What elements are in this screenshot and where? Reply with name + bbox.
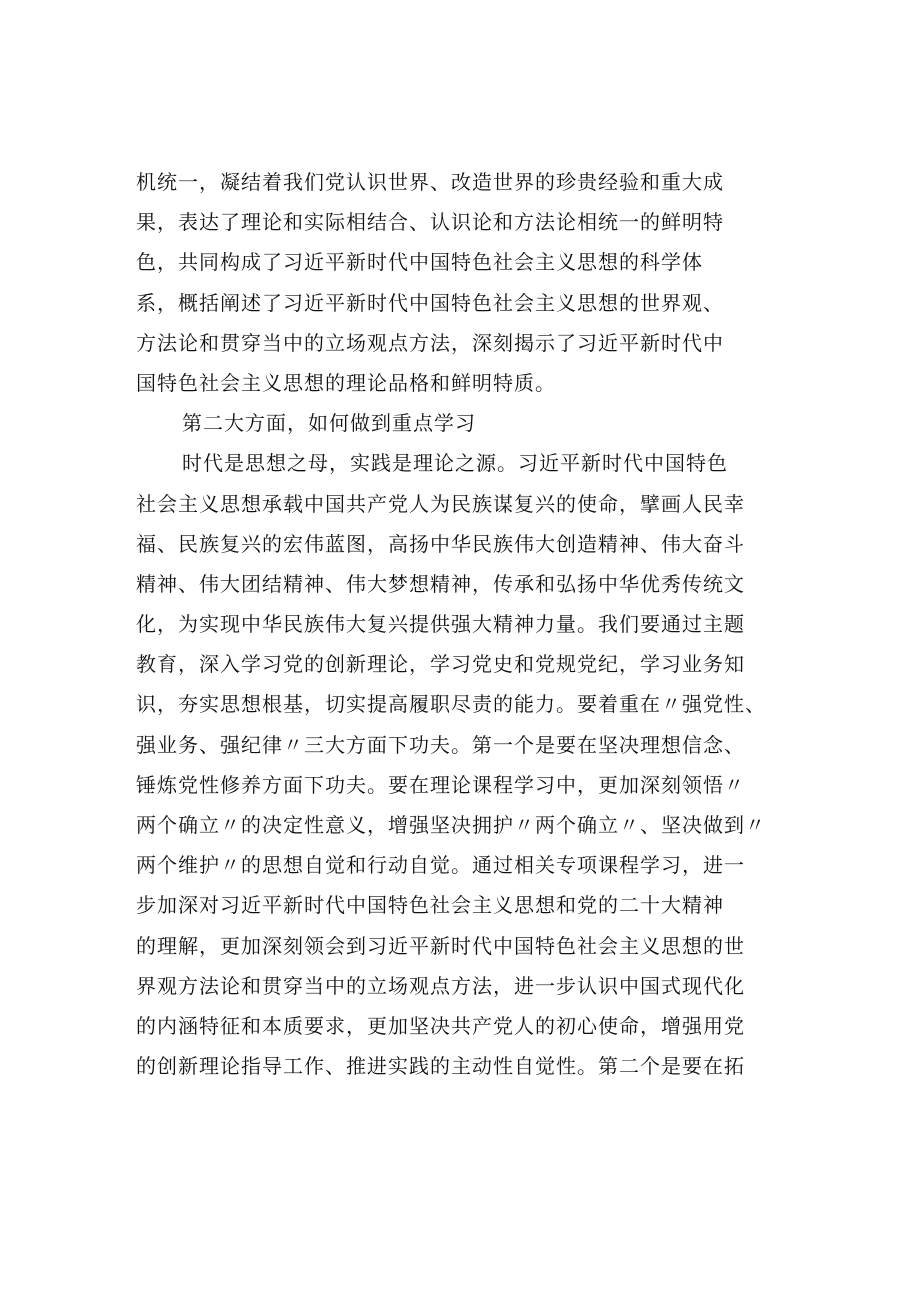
text-line: 果，表达了理论和实际相结合、认识论和方法论相统一的鲜明特	[136, 210, 724, 235]
text-line: 的内涵特征和本质要求，更加坚决共产党人的初心使命，增强用党	[136, 1013, 745, 1038]
text-line: 的创新理论指导工作、推进实践的主动性自觉性。第二个是要在拓	[136, 1054, 745, 1079]
text-line: 福、民族复兴的宏伟蓝图，高扬中华民族伟大创造精神、伟大奋斗	[136, 531, 745, 556]
text-line: 方法论和贯穿当中的立场观点方法，深刻揭示了习近平新时代中	[136, 330, 724, 355]
text-line: 社会主义思想承载中国共产党人为民族谋复兴的使命，擘画人民幸	[136, 491, 745, 516]
text-line: 两个维护〃的思想自觉和行动自觉。通过相关专项课程学习，进一	[136, 853, 745, 878]
text-line: 机统一，凝结着我们党认识世界、改造世界的珍贵经验和重大成	[136, 170, 724, 194]
text-line: 精神、伟大团结精神、伟大梦想精神，传承和弘扬中华优秀传统文	[136, 571, 745, 596]
section-heading: 第二大方面，如何做到重点学习	[182, 411, 476, 436]
text-line: 的理解，更加深刻领会到习近平新时代中国特色社会主义思想的世	[136, 933, 745, 958]
text-line: 色，共同构成了习近平新时代中国特色社会主义思想的科学体	[136, 250, 703, 275]
paragraph-continuation	[136, 162, 796, 1086]
text-line: 识，夯实思想根基，切实提高履职尽责的能力。要着重在〃强党性、	[136, 692, 766, 717]
text-line: 国特色社会主义思想的理论品格和鲜明特质。	[136, 370, 556, 395]
text-line: 教育，深入学习党的创新理论，学习党史和党规党纪，学习业务知	[136, 652, 745, 677]
text-line: 强业务、强纪律〃三大方面下功夫。第一个是要在坚决理想信念、	[136, 732, 745, 757]
text-line: 两个确立〃的决定性意义，增强坚决拥护〃两个确立〃、坚决做到〃	[136, 813, 766, 837]
text-line: 步加深对习近平新时代中国特色社会主义思想和党的二十大精神	[136, 893, 724, 918]
text-line: 化，为实现中华民族伟大复兴提供强大精神力量。我们要通过主题	[136, 612, 745, 637]
text-line: 界观方法论和贯穿当中的立场观点方法，进一步认识中国式现代化	[136, 973, 745, 998]
text-line: 系，概括阐述了习近平新时代中国特色社会主义思想的世界观、	[136, 290, 724, 315]
text-line: 锤炼党性修养方面下功夫。要在理论课程学习中，更加深刻领悟〃	[136, 772, 745, 797]
text-line: 时代是思想之母，实践是理论之源。习近平新时代中国特色	[182, 451, 728, 476]
